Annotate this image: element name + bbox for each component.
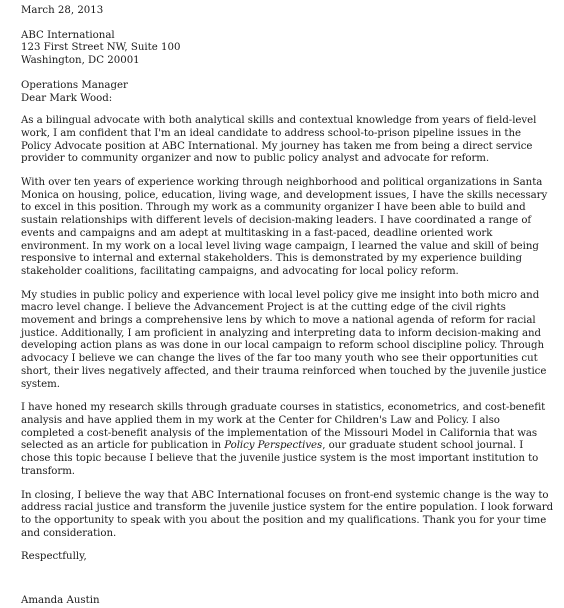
paragraph-intro: As a bilingual advocate with both analytical skills and contextual knowledge from years of field-level work, I am confident that I'm an ideal candidate to address school-to-prison pipeline issues in the Policy Advocate position at ABC International. My journey has taken me from being a direct service provider to community organizer and now to public policy analyst and advocate for reform. — [21, 115, 537, 165]
paragraph-research — [21, 402, 554, 478]
paragraph-experience: With over ten years of experience working through neighborhood and political organizations in Santa Monica on housing, police, education, living wage, and development issues, I have the skills necessary to excel in this position. Through my work as a community organizer I have been able to build and sustain relationships with different levels of decision-making leaders. I have coordinated a range of events and campaigns and am adept at multitasking in a fast-paced, deadline oriented work environment. In my work on a local level living wage campaign, I learned the value and skill of being responsive to internal and external stakeholders. This is demonstrated by my experience building stakeholder coalitions, facilitating campaigns, and advocating for local policy reform. — [21, 177, 548, 277]
recipient-address — [21, 30, 554, 68]
attention-line: Operations Manager — [21, 79, 128, 91]
journal-title: Policy Perspectives — [224, 440, 323, 452]
paragraph-closing: In closing, I believe the way that ABC International focuses on front-end systemic change is the way to address racial justice and transform the juvenile justice system for the entire population. I look forward to the opportunity to speak with you about the position and my qualifications. Thank you for your time and consideration. — [21, 489, 554, 539]
recipient-street: 123 First Street NW, Suite 100 — [21, 42, 181, 54]
closing-phrase: Respectfully, — [21, 551, 87, 563]
signature-name: Amanda Austin — [21, 595, 100, 607]
paragraph-research-text-b: , our graduate student school journal. I chose this topic because I believe that the juvenile justice system is the most important institution to transform. — [21, 440, 539, 477]
recipient-org: ABC International — [21, 29, 115, 41]
recipient-city: Washington, DC 20001 — [21, 55, 140, 67]
paragraph-research-text-a: I have honed my research skills through graduate courses in statistics, econometrics, and cost-benefit analysis and have applied them in my work at the Center for Children's Law and Policy. I also completed a cost-benefit analysis of the implementation of the Missouri Model in California that was selected as an article for publication in — [21, 402, 546, 452]
letter-date: March 28, 2013 — [21, 5, 104, 16]
paragraph-studies: My studies in public policy and experience with local level policy give me insight into both micro and macro level change. I believe the Advancement Project is at the cutting edge of the civil rights movement and brings a comprehensive lens by which to move a national agenda of reform for racial justice. Additionally, I am proficient in analyzing and interpreting data to inform decision-making and developing action plans as was done in our local campaign to reform school discipline policy. Through advocacy I believe we can change the lives of the far too many youth who see their opportunities cut short, their lives negatively affected, and their trauma reinforced when touched by the juvenile justice system. — [21, 289, 547, 390]
salutation: Dear Mark Wood: — [21, 92, 113, 104]
